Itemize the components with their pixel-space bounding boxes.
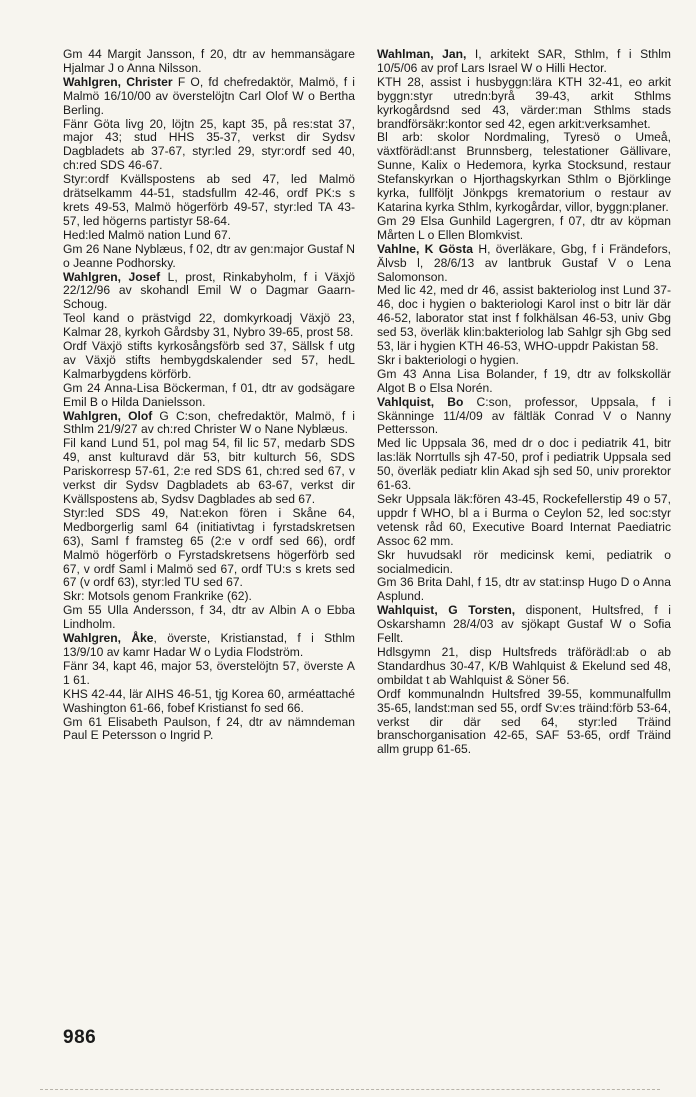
biography-entry-heading [63, 632, 355, 660]
paragraph-text: Med lic 42, med dr 46, assist bakteriolog inst Lund 37-46, doc i hygien o bakteriologi Karol inst o bitr lär där 46-52, laborator stat inst f folkhälsan 46-53, univ Gbg sed 53, överläk klin:bakteriolog lab Sahlgr sjh Gbg sed 53, lär i hygien KTH 46-53, WHO-uppdr Pakistan 58. [377, 283, 671, 354]
biography-paragraph [63, 173, 355, 229]
paragraph-text: Fänr Göta livg 20, löjtn 25, kapt 35, på res:stat 37, major 43; stud HHS 35-37, verkst dir Sydsv Dagbladets ab 37-67, styr:led 29, styr:ordf sed 40, ch:red SDS 46-67. [63, 116, 355, 173]
biography-paragraph [377, 549, 671, 577]
paragraph-text: Med lic Uppsala 36, med dr o doc i pediatrik 41, bitr las:läk Norrtulls sjh 47-50, prof i pediatrik Uppsala sed 50, överläk pediatr klin Akad sjh sed 50, univ prorektor 61-63. [377, 436, 671, 493]
paragraph-text: KTH 28, assist i husbyggn:lära KTH 32-41, eo arkit byggn:styr utredn:byrå 39-43, arkit Sthlms kyrkogårdsnd sed 43, värder:man Sthlms stads brandförsäkr:kontor sed 42, egen arkit:verksamhet. [377, 74, 671, 131]
right-column [377, 48, 671, 757]
biography-paragraph [63, 716, 355, 744]
paragraph-text: Ordf kommunalndn Hultsfred 39-55, kommunalfullm 35-65, landst:man sed 55, ordf Sv:es träind:förb 53-64, verkst dir där sed 64, styr:led Träind branschorganisation 42-65, SAF 53-65, ordf Träind allm grupp 61-65. [377, 686, 671, 757]
biography-paragraph [63, 382, 355, 410]
paragraph-text: Gm 43 Anna Lisa Bolander, f 19, dtr av folkskollär Algot B o Elsa Norén. [377, 366, 671, 395]
paragraph-text: Teol kand o prästvigd 22, domkyrkoadj Växjö 23, Kalmar 28, kyrkoh Gårdsby 31, Nybro 39-65, prost 58. [63, 311, 355, 340]
page-number: 986 [63, 1027, 97, 1048]
paragraph-text: Hdlsgymn 21, disp Hultsfreds träförädl:ab o ab Standardhus 30-47, K/B Wahlquist & Ekelund sed 48, ombildat t ab Wahlquist & Söner 56. [377, 644, 671, 687]
paragraph-text: Gm 29 Elsa Gunhild Lagergren, f 07, dtr av köpman Mårten L o Ellen Blomkvist. [377, 213, 671, 242]
biography-paragraph [63, 118, 355, 174]
person-name: Vahlquist, Bo [377, 394, 464, 409]
biography-entry-heading [377, 396, 671, 438]
person-name: Vahlne, K Gösta [377, 241, 474, 256]
paragraph-text: H, överläkare, Gbg, f i Frändefors, Älvsb l, 28/6/13 av lantbruk Gustaf V o Lena Salomonson. [377, 241, 671, 284]
biography-paragraph [63, 507, 355, 590]
biography-paragraph [377, 646, 671, 688]
biography-paragraph [377, 368, 671, 396]
biography-paragraph [63, 604, 355, 632]
person-name: Wahlgren, Åke [63, 631, 154, 646]
paragraph-text: Bl arb: skolor Nordmaling, Tyresö o Umeå, växtförädl:anst Brunnsberg, telestationer Gällivare, Sunne, Kalix o Hedemora, kyrka Stocksund, restaur Stefanskyrkan o Hjorthagskyrkan Sthlm o Björklinge kyrka, fullföljt Jönkpgs krematorium o restaur av Katarina kyrka Sthlm, kyrkogårdar, villor, byggn:planer. [377, 130, 671, 214]
paragraph-text: L, prost, Rinkabyholm, f i Växjö 22/12/96 av skohandl Emil W o Dagmar Gaarn-Schoug. [63, 269, 355, 312]
biography-paragraph [63, 590, 355, 604]
biography-entry-heading [63, 410, 355, 438]
paragraph-text: G C:son, chefredaktör, Malmö, f i Sthlm 21/9/27 av ch:red Christer W o Nane Nyblæus. [63, 408, 355, 437]
biography-paragraph [377, 688, 671, 758]
paragraph-text: Hed:led Malmö nation Lund 67. [63, 227, 232, 242]
paragraph-text: I, arkitekt SAR, Sthlm, f i Sthlm 10/5/06 av prof Lars Israel W o Hilli Hector. [377, 47, 671, 75]
biography-paragraph [63, 48, 355, 76]
paragraph-text: Fil kand Lund 51, pol mag 54, fil lic 57, medarb SDS 49, anst kulturavd där 53, bitr kulturch 56, SDS Pariskorresp 57-61, 2:e red SDS 61, ch:red sed 67, v verkst dir Sydsv Dagbladets ab 63-67, verkst dir Kvällspostens ab, Sydsv Dagblades ab sed 67. [63, 436, 355, 506]
biography-paragraph [377, 131, 671, 214]
left-column [63, 48, 355, 743]
paragraph-text: Skr i bakteriologi o hygien. [377, 352, 519, 367]
biography-paragraph [377, 493, 671, 549]
biography-paragraph [63, 243, 355, 271]
biography-entry-heading [377, 48, 671, 76]
paragraph-text: Gm 55 Ulla Andersson, f 34, dtr av Albin A o Ebba Lindholm. [63, 603, 355, 632]
biography-paragraph [63, 688, 355, 716]
paragraph-text: Styr:ordf Kvällspostens ab sed 47, led Malmö drätselkamm 44-51, stadsfullm 42-46, ordf PK:s s krets 49-53, Malmö högerförb 49-57, styr:led TA 43-57, led högerns partistyr 58-64. [63, 172, 355, 228]
biography-paragraph [377, 437, 671, 493]
paragraph-text: Gm 24 Anna-Lisa Böckerman, f 01, dtr av godsägare Emil B o Hilda Danielsson. [63, 380, 355, 409]
paragraph-text: KHS 42-44, lär AIHS 46-51, tjg Korea 60, arméattaché Washington 61-66, fobef Kristianst fo sed 66. [63, 686, 355, 715]
paragraph-text: Skr huvudsakl rör medicinsk kemi, pediatrik o socialmedicin. [377, 547, 671, 576]
paragraph-text: Styr:led SDS 49, Nat:ekon fören i Skåne 64, Medborgerlig saml 64 (initiativtag i fyrstadskretsen 63), Saml f framsteg 65 (2:e v ordf sed 66), ordf Malmö högerförb o Fyrstadskretsens högerförb sed 67, v ordf Saml i Malmö sed 67, ordf TU:s s krets sed 67 (v ordf 63), styr:led TU sed 67. [63, 505, 355, 590]
paragraph-text: Skr: Motsols genom Frankrike (62). [63, 589, 252, 604]
paragraph-text: C:son, professor, Uppsala, f i Skänninge 11/4/09 av fältläk Conrad V o Nanny Pettersson. [377, 394, 672, 437]
bottom-divider [40, 1089, 660, 1090]
paragraph-text: Gm 44 Margit Jansson, f 20, dtr av hemmansägare Hjalmar J o Anna Nilsson. [63, 47, 355, 75]
biography-paragraph [377, 354, 671, 368]
paragraph-text: Gm 26 Nane Nyblæus, f 02, dtr av gen:major Gustaf N o Jeanne Podhorsky. [63, 241, 355, 270]
biography-entry-heading [377, 604, 671, 646]
person-name: Wahlgren, Josef [63, 269, 161, 284]
biography-paragraph [377, 215, 671, 243]
paragraph-text: Gm 36 Brita Dahl, f 15, dtr av stat:insp Hugo D o Anna Asplund. [377, 575, 671, 604]
paragraph-text: Gm 61 Elisabeth Paulson, f 24, dtr av nämndeman Paul E Petersson o Ingrid P. [63, 714, 355, 743]
paragraph-text: Fänr 34, kapt 46, major 53, överstelöjtn 57, överste A 1 61. [63, 658, 355, 687]
person-name: Wahlman, Jan, [377, 47, 467, 61]
biography-entry-heading [63, 76, 355, 118]
person-name: Wahlquist, G Torsten, [377, 603, 516, 618]
biography-paragraph [377, 76, 671, 132]
biography-paragraph [63, 340, 355, 382]
person-name: Wahlgren, Christer [63, 74, 173, 89]
paragraph-text: disponent, Hultsfred, f i Oskarshamn 28/4/03 av sjökapt Gustaf W o Sofia Fellt. [377, 603, 671, 646]
paragraph-text: Sekr Uppsala läk:fören 43-45, Rockefellerstip 49 o 57, uppdr f WHO, bl a i Burma o Ceylon 52, led soc:styr vetensk råd 60, Executive Board Internat Paediatric Assoc 62 mm. [377, 492, 671, 548]
biography-paragraph [63, 660, 355, 688]
biography-paragraph [63, 437, 355, 507]
biography-paragraph [377, 576, 671, 604]
paragraph-text: Ordf Växjö stifts kyrkosångsförb sed 37, Sällsk f utg av Växjö stifts hembygdskalender sed 57, hedL Kalmarbygdens körförb. [63, 339, 355, 381]
paragraph-text: F O, fd chefredaktör, Malmö, f i Malmö 16/10/00 av överstelöjtn Carl Olof W o Bertha Berling. [63, 74, 355, 117]
biography-entry-heading [63, 271, 355, 313]
biography-paragraph [377, 284, 671, 354]
biography-entry-heading [377, 243, 671, 285]
person-name: Wahlgren, Olof [63, 408, 153, 423]
biography-paragraph [63, 312, 355, 340]
paragraph-text: , överste, Kristianstad, f i Sthlm 13/9/10 av kamr Hadar W o Lydia Flodström. [63, 631, 355, 659]
biography-paragraph [63, 229, 355, 243]
